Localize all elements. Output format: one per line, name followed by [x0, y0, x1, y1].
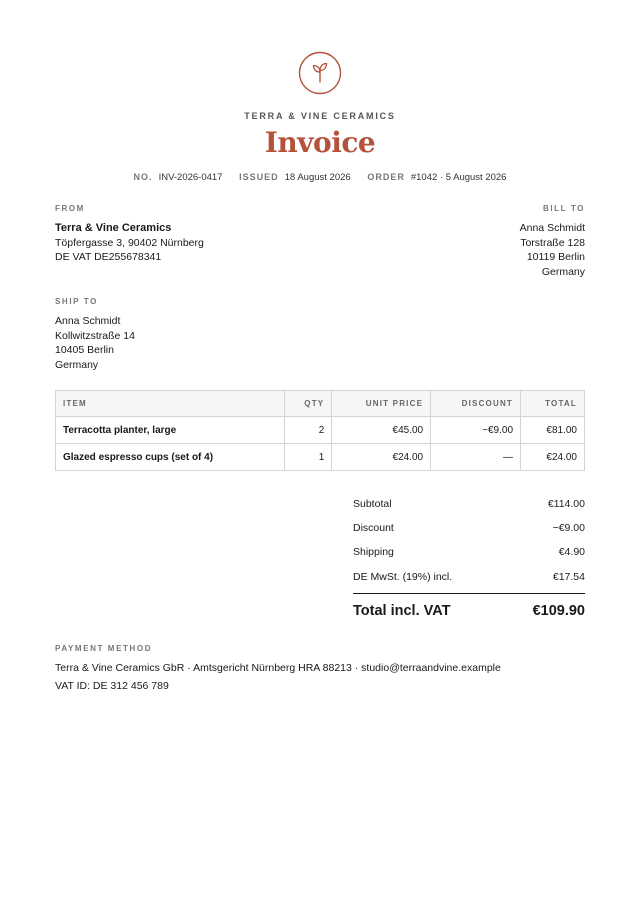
vat-value: €17.54	[552, 570, 585, 583]
from-name: Terra & Vine Ceramics	[55, 222, 172, 234]
column-header-qty: QTY	[285, 391, 332, 417]
payment-section	[55, 644, 501, 692]
from-vat: DE VAT DE255678341	[55, 251, 162, 264]
meta-issued-value: 18 August 2026	[284, 172, 351, 183]
shipping-value: €4.90	[558, 546, 585, 559]
bill-to-label: BILL TO	[542, 204, 585, 213]
ship-to-section	[55, 297, 135, 373]
item-discount: —	[431, 444, 521, 471]
item-discount: −€9.00	[431, 417, 521, 444]
payment-label: PAYMENT METHOD	[55, 644, 153, 653]
column-header-discount: DISCOUNT	[431, 391, 521, 417]
sprout-icon	[298, 51, 342, 95]
payment-company-details: Terra & Vine Ceramics GbR · Amtsgericht Nürnberg HRA 88213 · studio@terraandvine.example	[55, 662, 501, 674]
item-qty: 1	[285, 444, 332, 471]
brand-name: TERRA & VINE CERAMICS	[244, 111, 396, 121]
bill-to-line: Anna Schmidt	[519, 222, 585, 234]
meta-order-value: #1042 · 5 August 2026	[410, 172, 507, 183]
item-unit-price: €45.00	[332, 417, 431, 444]
totals-summary	[353, 492, 585, 619]
discount-value: −€9.00	[552, 522, 585, 535]
column-header-unit-price: UNIT PRICE	[332, 391, 431, 417]
ship-to-line: Anna Schmidt	[55, 315, 121, 327]
table-header-row	[56, 391, 585, 417]
bill-to-section	[520, 204, 585, 280]
meta-issued	[239, 172, 351, 183]
bill-to-line: Germany	[541, 266, 585, 279]
ship-to-line: Kollwitzstraße 14	[55, 329, 135, 342]
totals-row-vat	[353, 565, 585, 589]
totals-divider	[353, 593, 585, 594]
item-qty: 2	[285, 417, 332, 444]
meta-number	[134, 172, 223, 183]
page-title: Invoice	[264, 126, 376, 159]
totals-row-shipping	[353, 540, 585, 564]
ship-to-label: SHIP TO	[55, 297, 98, 306]
totals-row-subtotal	[353, 492, 585, 516]
bill-to-line: Torstraße 128	[520, 236, 585, 249]
item-name: Terracotta planter, large	[56, 417, 285, 444]
invoice-meta	[0, 172, 640, 183]
table-row	[56, 417, 585, 444]
grand-total-value: €109.90	[532, 602, 585, 619]
grand-total	[353, 603, 585, 619]
line-items-table	[55, 390, 585, 471]
meta-number-value: INV-2026-0417	[158, 172, 223, 183]
subtotal-label: Subtotal	[353, 498, 392, 511]
subtotal-value: €114.00	[547, 498, 585, 511]
from-section	[55, 204, 204, 265]
meta-issued-label: ISSUED	[239, 172, 279, 182]
item-total: €81.00	[521, 417, 585, 444]
discount-label: Discount	[353, 522, 394, 535]
ship-to-line: 10405 Berlin	[55, 344, 114, 357]
item-total: €24.00	[521, 444, 585, 471]
bill-to-line: 10119 Berlin	[526, 251, 585, 264]
table-row	[56, 444, 585, 471]
ship-to-line: Germany	[55, 359, 99, 372]
meta-order	[367, 172, 506, 183]
column-header-total: TOTAL	[521, 391, 585, 417]
from-label: FROM	[55, 204, 85, 213]
totals-row-discount	[353, 516, 585, 540]
item-name: Glazed espresso cups (set of 4)	[56, 444, 285, 471]
grand-total-label: Total incl. VAT	[353, 602, 451, 619]
column-header-item: ITEM	[56, 391, 285, 417]
meta-number-label: NO.	[133, 172, 153, 182]
item-unit-price: €24.00	[332, 444, 431, 471]
meta-order-label: ORDER	[367, 172, 405, 182]
vat-label: DE MwSt. (19%) incl.	[353, 570, 453, 583]
payment-vat-id: VAT ID: DE 312 456 789	[55, 680, 169, 692]
shipping-label: Shipping	[353, 546, 394, 559]
from-address: Töpfergasse 3, 90402 Nürnberg	[55, 236, 204, 249]
